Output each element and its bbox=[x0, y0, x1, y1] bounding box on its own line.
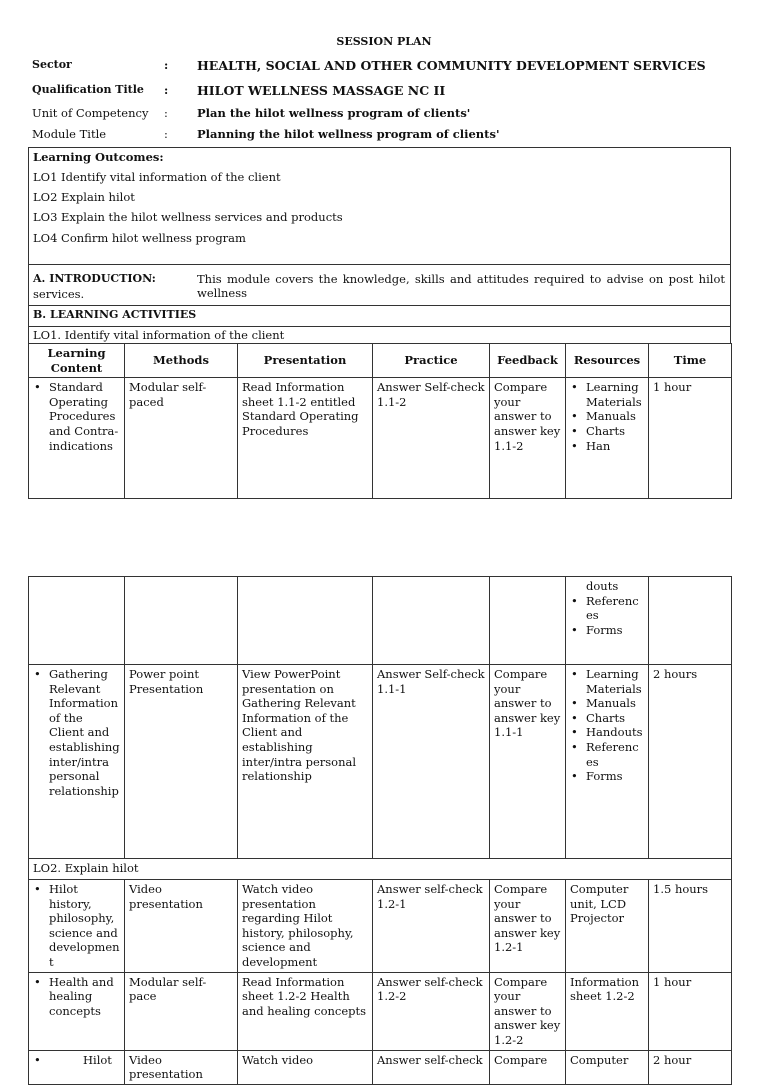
learning-activities-bar bbox=[28, 305, 731, 327]
presentation: Watch video presentation regarding Hilot history, philosophy, science and development bbox=[238, 880, 373, 973]
time: 1.5 hours bbox=[649, 880, 732, 973]
module-label: Module Title bbox=[32, 127, 107, 141]
outcome-lo1: LO1 Identify vital information of the client bbox=[33, 170, 281, 184]
table-row bbox=[29, 577, 732, 665]
header-feedback: Feedback bbox=[490, 344, 566, 378]
time: 2 hour bbox=[649, 1050, 732, 1084]
list-item: • References bbox=[570, 594, 644, 623]
outcome-lo2: LO2 Explain hilot bbox=[33, 190, 135, 204]
module-row bbox=[32, 127, 742, 147]
header-practice: Practice bbox=[373, 344, 490, 378]
learning-content: • Health and healing concepts bbox=[33, 975, 120, 1019]
list-item: douts bbox=[586, 579, 619, 593]
practice: Answer Self-check 1.1-1 bbox=[373, 665, 490, 859]
resources-list bbox=[570, 380, 644, 453]
unit-value: Plan the hilot wellness program of clients' bbox=[197, 106, 471, 120]
presentation: Watch video bbox=[238, 1050, 373, 1084]
intro-text: This module covers the knowledge, skills and attitudes required to advise on post hilot wellness bbox=[197, 272, 725, 300]
method: Modular self-pace bbox=[125, 972, 238, 1050]
presentation: Read Information sheet 1.1-2 entitled Standard Operating Procedures bbox=[238, 378, 373, 499]
intro-label: A. INTRODUCTION: bbox=[33, 272, 156, 285]
module-value: Planning the hilot wellness program of clients' bbox=[197, 127, 500, 141]
outcome-lo4: LO4 Confirm hilot wellness program bbox=[33, 231, 246, 245]
table-row bbox=[29, 665, 732, 859]
method: Power point Presentation bbox=[125, 665, 238, 859]
lo1-heading: LO1. Identify vital information of the client bbox=[33, 328, 285, 342]
colon: : bbox=[164, 106, 168, 120]
lo2-heading-row bbox=[29, 859, 732, 880]
practice: Answer self-check bbox=[373, 1050, 490, 1084]
resources: Computer unit, LCD Projector bbox=[566, 880, 649, 973]
feedback: Compare your answer to answer key 1.1-1 bbox=[490, 665, 566, 859]
list-item: • Forms bbox=[570, 623, 644, 638]
time: 1 hour bbox=[649, 972, 732, 1050]
list-item: • Learning Materials bbox=[570, 667, 644, 696]
feedback: Compare your answer to answer key 1.2-1 bbox=[490, 880, 566, 973]
feedback: Compare your answer to answer key 1.2-2 bbox=[490, 972, 566, 1050]
list-item: • Handouts bbox=[570, 725, 644, 740]
lo2-heading: LO2. Explain hilot bbox=[29, 859, 732, 880]
lo1-heading-bar bbox=[28, 326, 731, 344]
practice: Answer self-check 1.2-2 bbox=[373, 972, 490, 1050]
header-methods: Methods bbox=[125, 344, 238, 378]
learning-outcomes-box bbox=[28, 147, 731, 265]
learning-content: • Hilot history, philosophy, science and development bbox=[33, 882, 120, 970]
practice: Answer self-check 1.2-1 bbox=[373, 880, 490, 973]
activities-heading: B. LEARNING ACTIVITIES bbox=[33, 308, 197, 321]
sector-label: Sector bbox=[32, 58, 72, 71]
qualification-label: Qualification Title bbox=[32, 83, 144, 96]
practice: Answer Self-check 1.1-2 bbox=[373, 378, 490, 499]
qualification-value: HILOT WELLNESS MASSAGE NC II bbox=[197, 83, 446, 98]
presentation: View PowerPoint presentation on Gathering Relevant Information of the Client and establishing inter/intra personal relationship bbox=[238, 665, 373, 859]
list-item: • Han bbox=[570, 439, 644, 454]
learning-content: • Standard Operating Procedures and Contra-indications bbox=[33, 380, 120, 453]
page-title: SESSION PLAN bbox=[336, 35, 432, 48]
header-presentation: Presentation bbox=[238, 344, 373, 378]
colon: : bbox=[164, 58, 169, 72]
resources-list bbox=[570, 594, 644, 638]
method: Video presentation bbox=[125, 880, 238, 973]
learning-content: • Hilot bbox=[33, 1053, 120, 1068]
colon: : bbox=[164, 83, 169, 97]
introduction-box bbox=[28, 264, 731, 306]
sector-value: HEALTH, SOCIAL AND OTHER COMMUNITY DEVELOPMENT SERVICES bbox=[197, 58, 706, 73]
unit-row bbox=[32, 106, 742, 126]
resources: Computer bbox=[566, 1050, 649, 1084]
feedback: Compare bbox=[490, 1050, 566, 1084]
feedback: Compare your answer to answer key 1.1-2 bbox=[490, 378, 566, 499]
list-item: • Forms bbox=[570, 769, 644, 784]
sector-row bbox=[32, 58, 742, 78]
table-header-row bbox=[29, 344, 732, 378]
list-item: • Manuals bbox=[570, 696, 644, 711]
colon: : bbox=[164, 127, 168, 141]
table-row bbox=[29, 378, 732, 499]
qualification-row bbox=[32, 83, 742, 103]
list-item: • Learning Materials bbox=[570, 380, 644, 409]
header-resources: Resources bbox=[566, 344, 649, 378]
method: Video presentation bbox=[125, 1050, 238, 1084]
table-row bbox=[29, 1050, 732, 1084]
list-item: • Charts bbox=[570, 424, 644, 439]
list-item: • References bbox=[570, 740, 644, 769]
list-item: • Manuals bbox=[570, 409, 644, 424]
activities-table-page2 bbox=[28, 576, 732, 1085]
outcome-lo3: LO3 Explain the hilot wellness services and products bbox=[33, 210, 343, 224]
activities-table-page1 bbox=[28, 343, 732, 499]
resources-list bbox=[570, 667, 644, 784]
time: 2 hours bbox=[649, 665, 732, 859]
table-row bbox=[29, 972, 732, 1050]
presentation: Read Information sheet 1.2-2 Health and healing concepts bbox=[238, 972, 373, 1050]
header-time: Time bbox=[649, 344, 732, 378]
intro-text-cont: services. bbox=[33, 287, 85, 301]
table-row bbox=[29, 880, 732, 973]
outcomes-heading: Learning Outcomes: bbox=[33, 150, 164, 164]
time: 1 hour bbox=[649, 378, 732, 499]
method: Modular self-paced bbox=[125, 378, 238, 499]
list-item: • Charts bbox=[570, 711, 644, 726]
unit-label: Unit of Competency bbox=[32, 106, 149, 120]
learning-content: • Gathering Relevant Information of the Client and establishing inter/intra personal relationship bbox=[33, 667, 120, 798]
header-learning-content: Learning Content bbox=[29, 344, 125, 378]
resources: Information sheet 1.2-2 bbox=[566, 972, 649, 1050]
